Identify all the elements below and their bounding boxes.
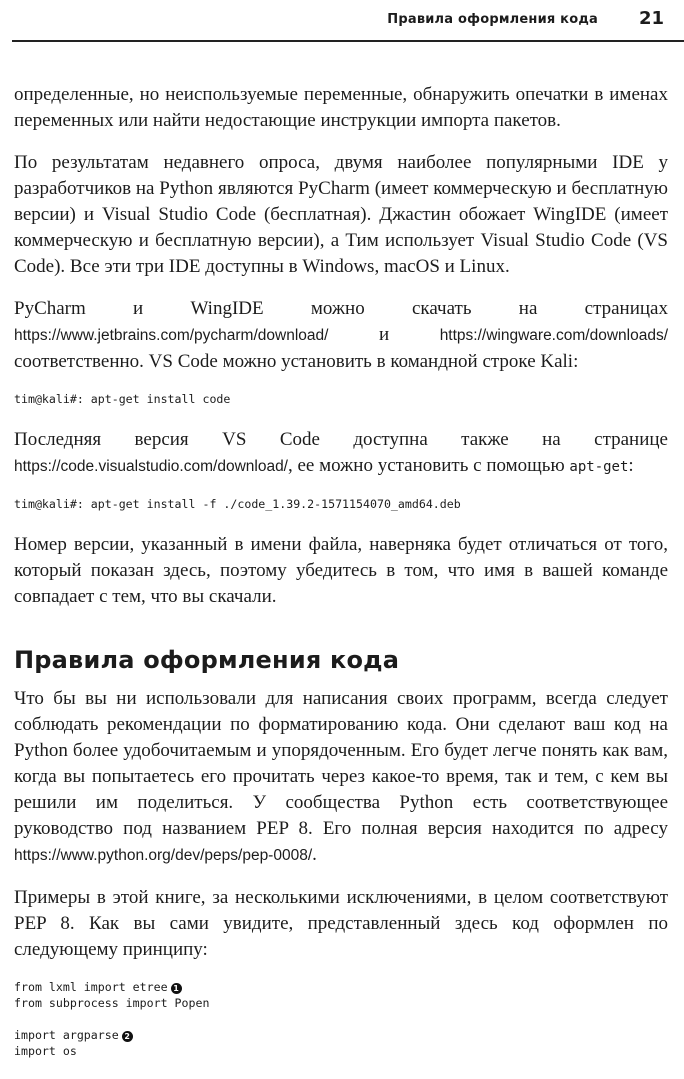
paragraph-4-text-a: Последняя версия VS Code доступна также на странице	[14, 429, 668, 450]
code-line: import os	[14, 1044, 77, 1058]
paragraph-3	[14, 296, 668, 375]
callout-1-icon: 1	[171, 983, 182, 994]
paragraph-6-text-b: .	[312, 844, 317, 865]
paragraph-4	[14, 427, 668, 480]
code-block-imports	[14, 979, 668, 1059]
code-line: from subprocess import Popen	[14, 996, 210, 1010]
code-block-install-code	[14, 391, 668, 407]
vscode-download-link[interactable]: https://code.visualstudio.com/download/	[14, 458, 288, 475]
inline-command: apt-get	[569, 459, 629, 475]
paragraph-5: Номер версии, указанный в имени файла, наверняка будет отличаться от того, который показан здесь, поэтому убедитесь в том, что имя в вашей команде совпадает с тем, что вы скачали.	[14, 534, 668, 607]
paragraph-2: По результатам недавнего опроса, двумя наиболее популярными IDE у разработчиков на Python являются PyCharm (имеет коммерческую и бесплатную версии) и Visual Studio Code (бесплатная). Джастин обожает WingIDE (имеет коммерческую и бесплатную версии), а Тим использует Visual Studio Code (VS Code). Все эти три IDE доступны в Windows, macOS и Linux.	[14, 152, 668, 277]
page-number: 21	[638, 8, 664, 29]
code-block-install-deb	[14, 496, 668, 512]
paragraph-6	[14, 686, 668, 869]
code-text: from lxml import etree	[14, 980, 168, 994]
code-line	[14, 1027, 668, 1043]
page-header	[0, 0, 684, 44]
jetbrains-link[interactable]: https://www.jetbrains.com/pycharm/download/	[14, 327, 329, 344]
callout-2-icon: 2	[122, 1031, 133, 1042]
running-title: Правила оформления кода	[387, 12, 598, 27]
page-body	[14, 82, 668, 1079]
wingware-link[interactable]: https://wingware.com/downloads/	[439, 327, 668, 344]
code-blank-line	[14, 1011, 668, 1027]
paragraph-3-text-c: соответственно. VS Code можно установить в командной строке Kali:	[14, 351, 579, 372]
section-heading: Правила оформления кода	[14, 646, 400, 674]
code-line: tim@kali#: apt-get install -f ./code_1.39.2-1571154070_amd64.deb	[14, 497, 461, 511]
pep8-link[interactable]: https://www.python.org/dev/peps/pep-0008/	[14, 847, 313, 864]
paragraph-3-text-a: PyCharm и WingIDE можно скачать на страницах	[14, 298, 668, 319]
paragraph-3-text-b: и	[328, 324, 440, 345]
paragraph-1: определенные, но неиспользуемые переменные, обнаружить опечатки в именах переменных или найти недостающие инструкции импорта пакетов.	[14, 84, 668, 131]
paragraph-7: Примеры в этой книге, за несколькими исключениями, в целом соответствуют PEP 8. Как вы сами увидите, представленный здесь код оформлен по следующему принципу:	[14, 887, 668, 960]
code-line: tim@kali#: apt-get install code	[14, 392, 231, 406]
code-text: import argparse	[14, 1028, 119, 1042]
header-rule	[12, 40, 684, 42]
code-line	[14, 979, 668, 995]
paragraph-4-text-b: , ее можно установить с помощью	[288, 455, 570, 476]
paragraph-6-text-a: Что бы вы ни использовали для написания своих программ, всегда следует соблюдать рекомендации по форматированию кода. Они сделают ваш код на Python более удобочитаемым и упорядоченным. Его будет легче понять как вам, когда вы попытаетесь его прочитать через какое-то время, так и тем, с кем вы решили им поделиться. У сообщества Python есть соответствующее руководство под названием PEP 8. Его полная версия находится по адресу	[14, 688, 668, 839]
paragraph-4-text-c: :	[628, 455, 634, 476]
